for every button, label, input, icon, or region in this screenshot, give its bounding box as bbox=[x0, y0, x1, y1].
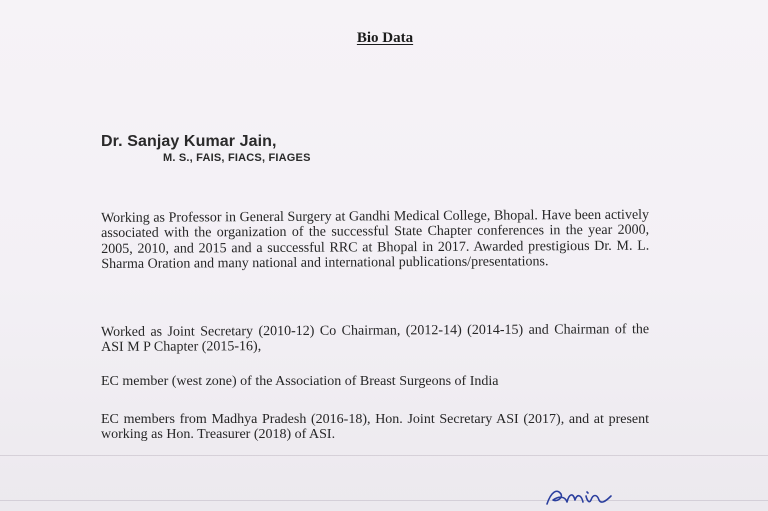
paper-fold-line bbox=[0, 500, 768, 501]
signature-stroke bbox=[547, 491, 611, 504]
person-name: Dr. Sanjay Kumar Jain, bbox=[101, 133, 277, 150]
paper-fold-line bbox=[0, 455, 768, 456]
bio-paragraph-breast-surgeons: EC member (west zone) of the Association of Breast Surgeons of India bbox=[101, 374, 499, 389]
signature-icon bbox=[543, 482, 613, 511]
qualifications: M. S., FAIS, FIACS, FIAGES bbox=[163, 152, 311, 164]
bio-paragraph-professor: Working as Professor in General Surgery at Gandhi Medical College, Bhopal. Have been actively associated with the organization of the successful State Chapter conferences in the year 2000, 2005, 2010, and 2015 and a successful RRC at Bhopal in 2017. Awarded prestigious Dr. M. L. Sharma Oration and many national and international publications/presentations. bbox=[101, 207, 650, 272]
bio-paragraph-ec-member: EC members from Madhya Pradesh (2016-18), Hon. Joint Secretary ASI (2017), and at present working as Hon. Treasurer (2018) of ASI. bbox=[101, 412, 649, 443]
document-title: Bio Data bbox=[356, 30, 414, 46]
bio-paragraph-asi-chapter: Worked as Joint Secretary (2010-12) Co Chairman, (2012-14) (2014-15) and Chairman of the ASI M P Chapter (2015-16), bbox=[101, 322, 650, 356]
